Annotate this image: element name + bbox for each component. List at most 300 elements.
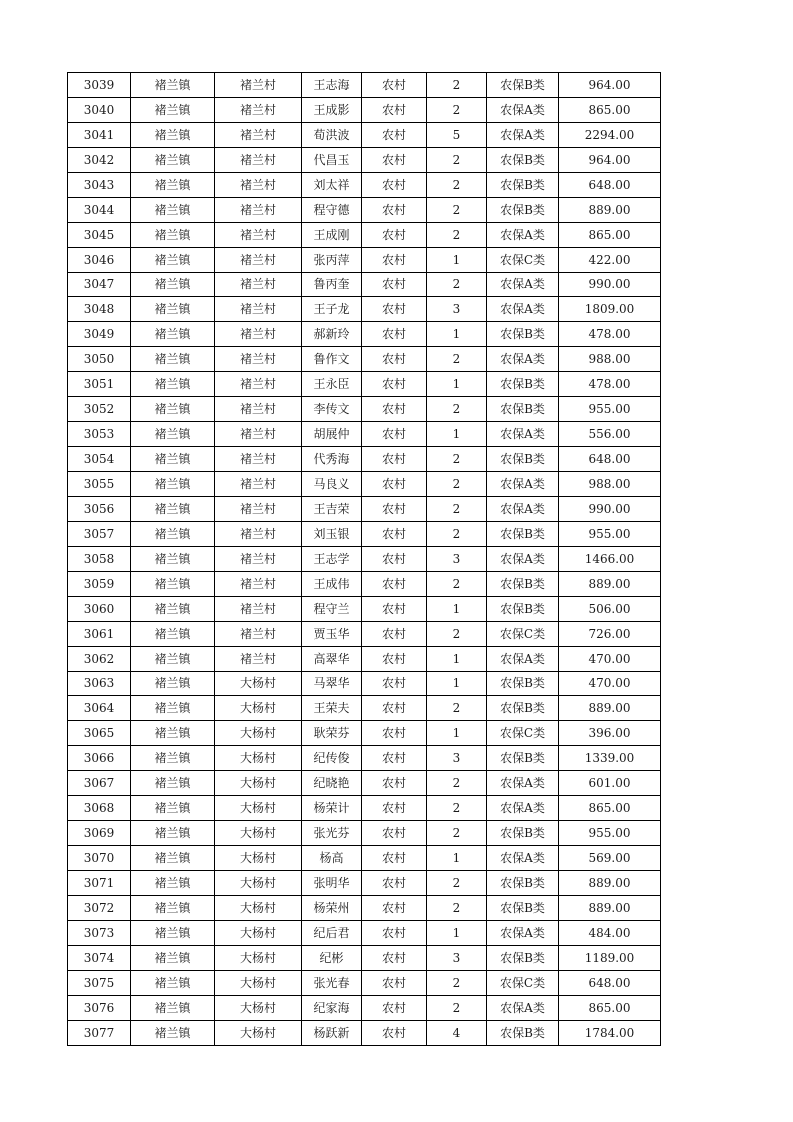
name-cell: 王荣夫 xyxy=(302,696,362,721)
row-number-cell: 3041 xyxy=(68,122,131,147)
household-type-cell: 农村 xyxy=(362,970,427,995)
category-cell: 农保A类 xyxy=(487,995,559,1020)
household-type-cell: 农村 xyxy=(362,571,427,596)
name-cell: 代秀海 xyxy=(302,447,362,472)
category-cell: 农保B类 xyxy=(487,596,559,621)
household-type-cell: 农村 xyxy=(362,372,427,397)
table-row xyxy=(68,122,661,147)
category-cell: 农保A类 xyxy=(487,771,559,796)
village-cell: 褚兰村 xyxy=(215,322,302,347)
household-type-cell: 农村 xyxy=(362,496,427,521)
member-count-cell: 2 xyxy=(427,197,487,222)
town-cell: 褚兰镇 xyxy=(131,871,215,896)
village-cell: 褚兰村 xyxy=(215,546,302,571)
household-type-cell: 农村 xyxy=(362,821,427,846)
name-cell: 张光芬 xyxy=(302,821,362,846)
member-count-cell: 1 xyxy=(427,596,487,621)
member-count-cell: 2 xyxy=(427,521,487,546)
row-number-cell: 3059 xyxy=(68,571,131,596)
row-number-cell: 3077 xyxy=(68,1020,131,1045)
village-cell: 褚兰村 xyxy=(215,646,302,671)
town-cell: 褚兰镇 xyxy=(131,73,215,98)
table-row xyxy=(68,297,661,322)
member-count-cell: 1 xyxy=(427,247,487,272)
name-cell: 李传文 xyxy=(302,397,362,422)
table-row xyxy=(68,721,661,746)
row-number-cell: 3054 xyxy=(68,447,131,472)
table-row xyxy=(68,347,661,372)
village-cell: 褚兰村 xyxy=(215,621,302,646)
household-type-cell: 农村 xyxy=(362,222,427,247)
member-count-cell: 2 xyxy=(427,796,487,821)
village-cell: 大杨村 xyxy=(215,945,302,970)
member-count-cell: 1 xyxy=(427,846,487,871)
table-row xyxy=(68,397,661,422)
category-cell: 农保B类 xyxy=(487,945,559,970)
household-type-cell: 农村 xyxy=(362,472,427,497)
category-cell: 农保B类 xyxy=(487,571,559,596)
member-count-cell: 3 xyxy=(427,546,487,571)
category-cell: 农保C类 xyxy=(487,621,559,646)
name-cell: 郝新玲 xyxy=(302,322,362,347)
amount-cell: 2294.00 xyxy=(559,122,661,147)
row-number-cell: 3058 xyxy=(68,546,131,571)
row-number-cell: 3044 xyxy=(68,197,131,222)
amount-cell: 964.00 xyxy=(559,147,661,172)
amount-cell: 865.00 xyxy=(559,796,661,821)
amount-cell: 964.00 xyxy=(559,73,661,98)
table-row xyxy=(68,895,661,920)
town-cell: 褚兰镇 xyxy=(131,172,215,197)
amount-cell: 569.00 xyxy=(559,846,661,871)
name-cell: 纪彬 xyxy=(302,945,362,970)
row-number-cell: 3042 xyxy=(68,147,131,172)
name-cell: 杨荣州 xyxy=(302,895,362,920)
town-cell: 褚兰镇 xyxy=(131,472,215,497)
member-count-cell: 2 xyxy=(427,447,487,472)
member-count-cell: 2 xyxy=(427,347,487,372)
amount-cell: 889.00 xyxy=(559,895,661,920)
village-cell: 大杨村 xyxy=(215,696,302,721)
town-cell: 褚兰镇 xyxy=(131,846,215,871)
household-type-cell: 农村 xyxy=(362,521,427,546)
member-count-cell: 2 xyxy=(427,821,487,846)
village-cell: 褚兰村 xyxy=(215,172,302,197)
table-row xyxy=(68,746,661,771)
row-number-cell: 3057 xyxy=(68,521,131,546)
member-count-cell: 2 xyxy=(427,222,487,247)
household-type-cell: 农村 xyxy=(362,746,427,771)
category-cell: 农保B类 xyxy=(487,895,559,920)
row-number-cell: 3071 xyxy=(68,871,131,896)
amount-cell: 865.00 xyxy=(559,222,661,247)
table-row xyxy=(68,621,661,646)
amount-cell: 478.00 xyxy=(559,322,661,347)
name-cell: 王成刚 xyxy=(302,222,362,247)
amount-cell: 648.00 xyxy=(559,970,661,995)
town-cell: 褚兰镇 xyxy=(131,970,215,995)
amount-cell: 470.00 xyxy=(559,646,661,671)
name-cell: 鲁丙奎 xyxy=(302,272,362,297)
name-cell: 马翠华 xyxy=(302,671,362,696)
household-type-cell: 农村 xyxy=(362,846,427,871)
village-cell: 褚兰村 xyxy=(215,347,302,372)
table-row xyxy=(68,197,661,222)
household-type-cell: 农村 xyxy=(362,322,427,347)
village-cell: 褚兰村 xyxy=(215,496,302,521)
name-cell: 杨荣计 xyxy=(302,796,362,821)
row-number-cell: 3064 xyxy=(68,696,131,721)
amount-cell: 478.00 xyxy=(559,372,661,397)
row-number-cell: 3039 xyxy=(68,73,131,98)
town-cell: 褚兰镇 xyxy=(131,596,215,621)
town-cell: 褚兰镇 xyxy=(131,222,215,247)
table-row xyxy=(68,272,661,297)
category-cell: 农保B类 xyxy=(487,372,559,397)
household-type-cell: 农村 xyxy=(362,147,427,172)
row-number-cell: 3076 xyxy=(68,995,131,1020)
name-cell: 纪晓艳 xyxy=(302,771,362,796)
village-cell: 大杨村 xyxy=(215,671,302,696)
town-cell: 褚兰镇 xyxy=(131,97,215,122)
household-type-cell: 农村 xyxy=(362,895,427,920)
town-cell: 褚兰镇 xyxy=(131,746,215,771)
village-cell: 大杨村 xyxy=(215,970,302,995)
amount-cell: 726.00 xyxy=(559,621,661,646)
category-cell: 农保B类 xyxy=(487,322,559,347)
row-number-cell: 3075 xyxy=(68,970,131,995)
household-table xyxy=(67,72,661,1046)
member-count-cell: 1 xyxy=(427,372,487,397)
name-cell: 王成影 xyxy=(302,97,362,122)
household-type-cell: 农村 xyxy=(362,596,427,621)
name-cell: 张丙萍 xyxy=(302,247,362,272)
town-cell: 褚兰镇 xyxy=(131,347,215,372)
table-row xyxy=(68,646,661,671)
household-type-cell: 农村 xyxy=(362,771,427,796)
table-body xyxy=(68,73,661,1046)
village-cell: 大杨村 xyxy=(215,995,302,1020)
village-cell: 褚兰村 xyxy=(215,73,302,98)
town-cell: 褚兰镇 xyxy=(131,496,215,521)
category-cell: 农保B类 xyxy=(487,172,559,197)
member-count-cell: 2 xyxy=(427,472,487,497)
amount-cell: 889.00 xyxy=(559,871,661,896)
category-cell: 农保A类 xyxy=(487,272,559,297)
amount-cell: 865.00 xyxy=(559,995,661,1020)
village-cell: 褚兰村 xyxy=(215,447,302,472)
row-number-cell: 3045 xyxy=(68,222,131,247)
village-cell: 褚兰村 xyxy=(215,571,302,596)
village-cell: 大杨村 xyxy=(215,721,302,746)
name-cell: 王子龙 xyxy=(302,297,362,322)
member-count-cell: 2 xyxy=(427,397,487,422)
name-cell: 耿荣芬 xyxy=(302,721,362,746)
category-cell: 农保C类 xyxy=(487,970,559,995)
name-cell: 胡展仲 xyxy=(302,422,362,447)
table-row xyxy=(68,472,661,497)
town-cell: 褚兰镇 xyxy=(131,671,215,696)
town-cell: 褚兰镇 xyxy=(131,771,215,796)
member-count-cell: 2 xyxy=(427,97,487,122)
village-cell: 大杨村 xyxy=(215,821,302,846)
category-cell: 农保A类 xyxy=(487,846,559,871)
household-type-cell: 农村 xyxy=(362,422,427,447)
village-cell: 褚兰村 xyxy=(215,222,302,247)
amount-cell: 484.00 xyxy=(559,920,661,945)
category-cell: 农保B类 xyxy=(487,397,559,422)
town-cell: 褚兰镇 xyxy=(131,920,215,945)
category-cell: 农保C类 xyxy=(487,247,559,272)
row-number-cell: 3070 xyxy=(68,846,131,871)
amount-cell: 990.00 xyxy=(559,496,661,521)
village-cell: 大杨村 xyxy=(215,771,302,796)
town-cell: 褚兰镇 xyxy=(131,995,215,1020)
amount-cell: 865.00 xyxy=(559,97,661,122)
amount-cell: 506.00 xyxy=(559,596,661,621)
category-cell: 农保A类 xyxy=(487,122,559,147)
household-type-cell: 农村 xyxy=(362,73,427,98)
household-type-cell: 农村 xyxy=(362,172,427,197)
category-cell: 农保B类 xyxy=(487,1020,559,1045)
household-type-cell: 农村 xyxy=(362,397,427,422)
member-count-cell: 2 xyxy=(427,172,487,197)
village-cell: 大杨村 xyxy=(215,746,302,771)
name-cell: 王志海 xyxy=(302,73,362,98)
row-number-cell: 3072 xyxy=(68,895,131,920)
table-row xyxy=(68,447,661,472)
row-number-cell: 3060 xyxy=(68,596,131,621)
row-number-cell: 3061 xyxy=(68,621,131,646)
category-cell: 农保B类 xyxy=(487,671,559,696)
village-cell: 褚兰村 xyxy=(215,297,302,322)
household-type-cell: 农村 xyxy=(362,796,427,821)
member-count-cell: 2 xyxy=(427,871,487,896)
row-number-cell: 3052 xyxy=(68,397,131,422)
member-count-cell: 2 xyxy=(427,895,487,920)
name-cell: 王成伟 xyxy=(302,571,362,596)
town-cell: 褚兰镇 xyxy=(131,796,215,821)
town-cell: 褚兰镇 xyxy=(131,571,215,596)
row-number-cell: 3073 xyxy=(68,920,131,945)
row-number-cell: 3051 xyxy=(68,372,131,397)
town-cell: 褚兰镇 xyxy=(131,322,215,347)
town-cell: 褚兰镇 xyxy=(131,895,215,920)
member-count-cell: 2 xyxy=(427,696,487,721)
row-number-cell: 3069 xyxy=(68,821,131,846)
village-cell: 大杨村 xyxy=(215,920,302,945)
village-cell: 褚兰村 xyxy=(215,397,302,422)
name-cell: 程守兰 xyxy=(302,596,362,621)
amount-cell: 396.00 xyxy=(559,721,661,746)
row-number-cell: 3056 xyxy=(68,496,131,521)
category-cell: 农保A类 xyxy=(487,472,559,497)
name-cell: 纪传俊 xyxy=(302,746,362,771)
member-count-cell: 1 xyxy=(427,646,487,671)
town-cell: 褚兰镇 xyxy=(131,521,215,546)
household-type-cell: 农村 xyxy=(362,1020,427,1045)
row-number-cell: 3062 xyxy=(68,646,131,671)
amount-cell: 955.00 xyxy=(559,397,661,422)
row-number-cell: 3067 xyxy=(68,771,131,796)
category-cell: 农保B类 xyxy=(487,521,559,546)
table-row xyxy=(68,97,661,122)
amount-cell: 1339.00 xyxy=(559,746,661,771)
village-cell: 褚兰村 xyxy=(215,521,302,546)
household-type-cell: 农村 xyxy=(362,97,427,122)
row-number-cell: 3068 xyxy=(68,796,131,821)
row-number-cell: 3049 xyxy=(68,322,131,347)
row-number-cell: 3043 xyxy=(68,172,131,197)
table-row xyxy=(68,945,661,970)
village-cell: 褚兰村 xyxy=(215,372,302,397)
member-count-cell: 5 xyxy=(427,122,487,147)
town-cell: 褚兰镇 xyxy=(131,397,215,422)
town-cell: 褚兰镇 xyxy=(131,297,215,322)
row-number-cell: 3048 xyxy=(68,297,131,322)
amount-cell: 1466.00 xyxy=(559,546,661,571)
village-cell: 大杨村 xyxy=(215,895,302,920)
name-cell: 王永臣 xyxy=(302,372,362,397)
amount-cell: 470.00 xyxy=(559,671,661,696)
town-cell: 褚兰镇 xyxy=(131,447,215,472)
row-number-cell: 3040 xyxy=(68,97,131,122)
table-row xyxy=(68,521,661,546)
name-cell: 贾玉华 xyxy=(302,621,362,646)
household-type-cell: 农村 xyxy=(362,546,427,571)
category-cell: 农保A类 xyxy=(487,97,559,122)
table-row xyxy=(68,871,661,896)
member-count-cell: 2 xyxy=(427,771,487,796)
category-cell: 农保B类 xyxy=(487,696,559,721)
member-count-cell: 2 xyxy=(427,995,487,1020)
name-cell: 杨高 xyxy=(302,846,362,871)
category-cell: 农保A类 xyxy=(487,920,559,945)
table-row xyxy=(68,1020,661,1045)
amount-cell: 889.00 xyxy=(559,696,661,721)
member-count-cell: 2 xyxy=(427,147,487,172)
town-cell: 褚兰镇 xyxy=(131,272,215,297)
household-type-cell: 农村 xyxy=(362,871,427,896)
name-cell: 张光春 xyxy=(302,970,362,995)
village-cell: 褚兰村 xyxy=(215,197,302,222)
amount-cell: 422.00 xyxy=(559,247,661,272)
village-cell: 大杨村 xyxy=(215,871,302,896)
name-cell: 王吉荣 xyxy=(302,496,362,521)
household-type-cell: 农村 xyxy=(362,347,427,372)
category-cell: 农保B类 xyxy=(487,871,559,896)
name-cell: 纪后君 xyxy=(302,920,362,945)
name-cell: 王志学 xyxy=(302,546,362,571)
village-cell: 褚兰村 xyxy=(215,472,302,497)
member-count-cell: 3 xyxy=(427,746,487,771)
town-cell: 褚兰镇 xyxy=(131,122,215,147)
town-cell: 褚兰镇 xyxy=(131,422,215,447)
village-cell: 褚兰村 xyxy=(215,97,302,122)
village-cell: 大杨村 xyxy=(215,846,302,871)
member-count-cell: 1 xyxy=(427,920,487,945)
category-cell: 农保A类 xyxy=(487,422,559,447)
category-cell: 农保A类 xyxy=(487,496,559,521)
name-cell: 纪家海 xyxy=(302,995,362,1020)
table-row xyxy=(68,771,661,796)
amount-cell: 988.00 xyxy=(559,347,661,372)
household-type-cell: 农村 xyxy=(362,945,427,970)
amount-cell: 601.00 xyxy=(559,771,661,796)
row-number-cell: 3065 xyxy=(68,721,131,746)
table-row xyxy=(68,671,661,696)
member-count-cell: 4 xyxy=(427,1020,487,1045)
category-cell: 农保A类 xyxy=(487,297,559,322)
table-row xyxy=(68,995,661,1020)
table-row xyxy=(68,596,661,621)
category-cell: 农保A类 xyxy=(487,796,559,821)
member-count-cell: 1 xyxy=(427,322,487,347)
member-count-cell: 3 xyxy=(427,945,487,970)
member-count-cell: 2 xyxy=(427,621,487,646)
member-count-cell: 1 xyxy=(427,671,487,696)
member-count-cell: 2 xyxy=(427,73,487,98)
row-number-cell: 3046 xyxy=(68,247,131,272)
household-type-cell: 农村 xyxy=(362,920,427,945)
amount-cell: 1189.00 xyxy=(559,945,661,970)
name-cell: 马良义 xyxy=(302,472,362,497)
town-cell: 褚兰镇 xyxy=(131,247,215,272)
amount-cell: 955.00 xyxy=(559,821,661,846)
household-type-cell: 农村 xyxy=(362,122,427,147)
row-number-cell: 3053 xyxy=(68,422,131,447)
amount-cell: 990.00 xyxy=(559,272,661,297)
household-type-cell: 农村 xyxy=(362,671,427,696)
table-row xyxy=(68,222,661,247)
amount-cell: 889.00 xyxy=(559,197,661,222)
member-count-cell: 2 xyxy=(427,571,487,596)
village-cell: 褚兰村 xyxy=(215,422,302,447)
table-row xyxy=(68,247,661,272)
name-cell: 张明华 xyxy=(302,871,362,896)
name-cell: 刘太祥 xyxy=(302,172,362,197)
household-type-cell: 农村 xyxy=(362,721,427,746)
town-cell: 褚兰镇 xyxy=(131,696,215,721)
name-cell: 程守德 xyxy=(302,197,362,222)
town-cell: 褚兰镇 xyxy=(131,621,215,646)
town-cell: 褚兰镇 xyxy=(131,821,215,846)
table-row xyxy=(68,496,661,521)
name-cell: 荀洪波 xyxy=(302,122,362,147)
town-cell: 褚兰镇 xyxy=(131,721,215,746)
member-count-cell: 2 xyxy=(427,970,487,995)
member-count-cell: 2 xyxy=(427,272,487,297)
table-row xyxy=(68,172,661,197)
amount-cell: 648.00 xyxy=(559,447,661,472)
town-cell: 褚兰镇 xyxy=(131,1020,215,1045)
village-cell: 大杨村 xyxy=(215,796,302,821)
name-cell: 刘玉银 xyxy=(302,521,362,546)
table-row xyxy=(68,571,661,596)
row-number-cell: 3055 xyxy=(68,472,131,497)
category-cell: 农保B类 xyxy=(487,746,559,771)
table-row xyxy=(68,920,661,945)
household-type-cell: 农村 xyxy=(362,197,427,222)
row-number-cell: 3050 xyxy=(68,347,131,372)
category-cell: 农保C类 xyxy=(487,721,559,746)
village-cell: 褚兰村 xyxy=(215,272,302,297)
category-cell: 农保A类 xyxy=(487,347,559,372)
amount-cell: 648.00 xyxy=(559,172,661,197)
table-row xyxy=(68,322,661,347)
member-count-cell: 2 xyxy=(427,496,487,521)
table-row xyxy=(68,821,661,846)
